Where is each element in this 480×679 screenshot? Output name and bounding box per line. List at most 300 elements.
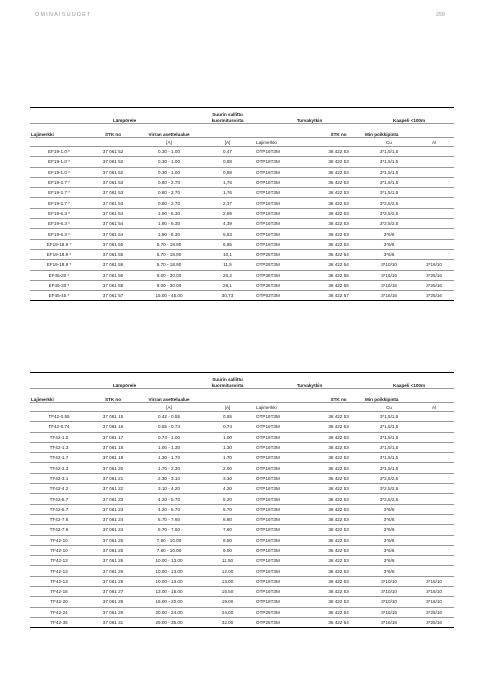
cell-stk-no-2: 36 422 53 — [313, 504, 364, 514]
cell-stk-no: 37 061 29 — [88, 607, 138, 617]
cell-turvakytkin: OTP16T3M — [255, 514, 313, 524]
cell-turvakytkin: OTP16T3M — [255, 157, 313, 167]
table-row — [30, 556, 454, 566]
cell-lajimerkki: EF19-1.0 * — [30, 157, 88, 167]
cell-al: 3*16/10 — [414, 597, 454, 607]
col-header-virran: Virran asettelualue — [138, 389, 200, 403]
cell-lajimerkki: EF45-45 * — [30, 291, 88, 301]
cell-stk-no: 37 061 21 — [88, 473, 138, 483]
cell-lajimerkki: TF42-35 — [30, 617, 88, 627]
cell-virran: 15.00 - 45.00 — [138, 291, 200, 301]
cell-kuormitusvirta: 4,39 — [200, 219, 255, 229]
cell-kuormitusvirta: 19.00 — [200, 597, 255, 607]
cell-stk-no: 37 061 54 — [88, 219, 138, 229]
cell-al — [414, 147, 454, 157]
cell-kuormitusvirta: 8.50 — [200, 535, 255, 545]
cell-kuormitusvirta: 24.00 — [200, 607, 255, 617]
col-header-cu: Cu — [364, 138, 414, 147]
cell-cu: 3*2,5/2,5 — [364, 208, 414, 218]
cell-virran: 0.74 - 1.00 — [138, 432, 200, 442]
cell-virran: 20.00 - 24.00 — [138, 607, 200, 617]
table-row — [30, 198, 454, 208]
cell-stk-no-2: 36 422 53 — [313, 219, 364, 229]
cell-cu: 3*1,5/1,5 — [364, 157, 414, 167]
group-header-kaapeli: Kaapeli <100m — [364, 108, 454, 124]
cell-virran: 1.30 - 1.70 — [138, 453, 200, 463]
cell-cu: 3*6/6 — [364, 535, 414, 545]
table-row — [30, 177, 454, 187]
header-row-units — [30, 403, 454, 412]
cell-stk-no-2: 36 422 54 — [313, 607, 364, 617]
cell-stk-no: 37 061 23 — [88, 494, 138, 504]
cell-stk-no-2: 36 422 53 — [313, 157, 364, 167]
cell-virran: 9.00 - 30.00 — [138, 270, 200, 280]
spec-table-tf — [30, 372, 454, 628]
col-header-stk-no: STK no — [88, 389, 138, 403]
cell-kuormitusvirta: 13.00 — [200, 576, 255, 586]
cell-turvakytkin: OTP16T3M — [255, 525, 313, 535]
cell-lajimerkki: EF19-2.7 * — [30, 177, 88, 187]
cell-lajimerkki: EF19-18.9 * — [30, 260, 88, 270]
cell-stk-no-2: 36 422 54 — [313, 249, 364, 259]
cell-stk-no: 37 061 15 — [88, 412, 138, 422]
cell-lajimerkki: TF42-2.3 — [30, 463, 88, 473]
cell-stk-no: 37 061 16 — [88, 422, 138, 432]
cell-al — [414, 504, 454, 514]
cell-kuormitusvirta: 28,1 — [200, 280, 255, 290]
cell-cu: 3*6/6 — [364, 545, 414, 555]
cell-stk-no: 37 061 55 — [88, 249, 138, 259]
table-row — [30, 453, 454, 463]
cell-lajimerkki: TF42-5.7 — [30, 494, 88, 504]
cell-al — [414, 453, 454, 463]
cell-turvakytkin: OTP16T3M — [255, 556, 313, 566]
cell-cu: 3*2,5/2,5 — [364, 494, 414, 504]
col-header-lajimerkki-2: Lajimerkki — [255, 138, 313, 147]
cell-turvakytkin: OTP16T3M — [255, 167, 313, 177]
table-row — [30, 167, 454, 177]
table-row — [30, 473, 454, 483]
cell-kuormitusvirta: 5,53 — [200, 229, 255, 239]
col-header-stk-no: STK no — [88, 124, 138, 138]
cell-kuormitusvirta: 11,5 — [200, 260, 255, 270]
cell-al — [414, 239, 454, 249]
cell-al — [414, 463, 454, 473]
cell-lajimerkki: TF42-16 — [30, 587, 88, 597]
cell-stk-no: 37 061 53 — [88, 198, 138, 208]
cell-kuormitusvirta: 1,76 — [200, 188, 255, 198]
col-header-virran: Virran asettelualue — [138, 124, 200, 138]
cell-virran: 1.90 - 6.30 — [138, 219, 200, 229]
cell-virran: 0.55 - 0.74 — [138, 422, 200, 432]
cell-cu: 3*1,5/1,5 — [364, 167, 414, 177]
table-row — [30, 188, 454, 198]
table-row — [30, 576, 454, 586]
group-header-lampörele: Lämpörele — [30, 373, 200, 389]
table-row — [30, 270, 454, 280]
cell-stk-no-2: 36 422 53 — [313, 484, 364, 494]
cell-stk-no: 37 061 22 — [88, 484, 138, 494]
cell-lajimerkki: EF19-2.7 * — [30, 198, 88, 208]
col-header-lajimerkki: Lajimerkki — [30, 124, 88, 138]
cell-al: 3*25/16 — [414, 280, 454, 290]
cell-lajimerkki: EF45-30 * — [30, 270, 88, 280]
cell-kuormitusvirta: 0,88 — [200, 167, 255, 177]
cell-lajimerkki: EF19-1.0 * — [30, 167, 88, 177]
cell-kuormitusvirta: 0.55 — [200, 412, 255, 422]
cell-cu: 3*1,5/1,5 — [364, 432, 414, 442]
table-row — [30, 147, 454, 157]
cell-lajimerkki: TF42-0.55 — [30, 412, 88, 422]
table-row — [30, 219, 454, 229]
cell-cu: 3*1,5/1,5 — [364, 412, 414, 422]
cell-turvakytkin: OTP16T3M — [255, 198, 313, 208]
unit-label: [A] — [138, 138, 200, 147]
cell-turvakytkin: OTP16T3M — [255, 219, 313, 229]
cell-virran: 0.80 - 2.70 — [138, 198, 200, 208]
cell-turvakytkin: OTP16T3M — [255, 432, 313, 442]
cell-lajimerkki: TF42-1.7 — [30, 453, 88, 463]
cell-stk-no: 37 061 31 — [88, 617, 138, 627]
cell-lajimerkki: EF19-6.3 * — [30, 229, 88, 239]
col-header-stk-no-2: STK no — [313, 389, 364, 403]
cell-stk-no-2: 36 422 55 — [313, 270, 364, 280]
cell-turvakytkin: OTP16T3M — [255, 422, 313, 432]
cell-lajimerkki: TF42-20 — [30, 597, 88, 607]
cell-kuormitusvirta: 0.74 — [200, 422, 255, 432]
cell-turvakytkin: OTP16T3M — [255, 566, 313, 576]
cell-virran: 4.20 - 5.70 — [138, 494, 200, 504]
cell-kuormitusvirta: 1.70 — [200, 453, 255, 463]
cell-lajimerkki: EF45-30 * — [30, 280, 88, 290]
cell-stk-no-2: 36 422 53 — [313, 177, 364, 187]
cell-virran: 10.00 - 13.00 — [138, 566, 200, 576]
cell-al — [414, 556, 454, 566]
cell-cu: 3*1,5/1,5 — [364, 442, 414, 452]
cell-kuormitusvirta: 32.00 — [200, 617, 255, 627]
table-row — [30, 545, 454, 555]
cell-stk-no-2: 36 422 53 — [313, 412, 364, 422]
cell-al — [414, 422, 454, 432]
cell-stk-no-2: 36 422 53 — [313, 545, 364, 555]
cell-stk-no: 37 061 54 — [88, 208, 138, 218]
cell-stk-no-2: 36 422 53 — [313, 597, 364, 607]
cell-stk-no: 37 061 56 — [88, 270, 138, 280]
cell-stk-no-2: 36 422 53 — [313, 473, 364, 483]
cell-cu: 3*1,5/1,5 — [364, 177, 414, 187]
cell-turvakytkin: OTP16T3M — [255, 535, 313, 545]
cell-cu: 3*6/6 — [364, 249, 414, 259]
cell-kuormitusvirta: 0,47 — [200, 147, 255, 157]
cell-stk-no-2: 36 422 57 — [313, 291, 364, 301]
cell-cu: 3*6/6 — [364, 566, 414, 576]
page-number: 299 — [435, 12, 445, 18]
cell-stk-no-2: 36 422 53 — [313, 463, 364, 473]
cell-stk-no-2: 36 422 53 — [313, 525, 364, 535]
cell-virran: 7.60 - 10.00 — [138, 545, 200, 555]
group-header-turvakytkin: Turvakytkin — [255, 108, 364, 124]
table-row — [30, 291, 454, 301]
cell-turvakytkin: OTP63T3M — [255, 291, 313, 301]
table-row — [30, 494, 454, 504]
cell-stk-no-2: 36 422 53 — [313, 422, 364, 432]
cell-stk-no: 37 061 24 — [88, 514, 138, 524]
cell-virran: 0.30 - 1.00 — [138, 167, 200, 177]
cell-cu: 3*6/6 — [364, 514, 414, 524]
cell-stk-no: 37 061 25 — [88, 535, 138, 545]
cell-al — [414, 249, 454, 259]
cell-turvakytkin: OTP16T3M — [255, 412, 313, 422]
cell-virran: 7.60 - 10.00 — [138, 535, 200, 545]
table-row — [30, 260, 454, 270]
cell-stk-no: 37 061 17 — [88, 432, 138, 442]
cell-virran: 5.70 - 18.90 — [138, 249, 200, 259]
cell-al — [414, 566, 454, 576]
cell-lajimerkki: EF19-6.3 * — [30, 219, 88, 229]
cell-stk-no: 37 061 55 — [88, 260, 138, 270]
cell-al: 3*25/16 — [414, 291, 454, 301]
cell-turvakytkin: OTP16T3M — [255, 545, 313, 555]
cell-al — [414, 494, 454, 504]
cell-turvakytkin: OTP16T3M — [255, 188, 313, 198]
cell-lajimerkki: TF42-0.74 — [30, 422, 88, 432]
cell-turvakytkin: OTP16T3M — [255, 442, 313, 452]
cell-kuormitusvirta: 1.30 — [200, 442, 255, 452]
cell-stk-no-2: 36 422 53 — [313, 514, 364, 524]
col-header-al: Al — [414, 403, 454, 412]
cell-virran: 0.30 - 1.00 — [138, 157, 200, 167]
header-row-columns — [30, 124, 454, 138]
cell-cu: 3*2,5/2,5 — [364, 473, 414, 483]
cell-turvakytkin: OTP16T3M — [255, 504, 313, 514]
cell-kuormitusvirta: 1.00 — [200, 432, 255, 442]
cell-turvakytkin: OTP16T3M — [255, 147, 313, 157]
cell-al: 3*25/16 — [414, 270, 454, 280]
header-row-groups — [30, 108, 454, 124]
cell-kuormitusvirta: 10,1 — [200, 249, 255, 259]
cell-al: 3*16/10 — [414, 576, 454, 586]
cell-stk-no: 37 061 52 — [88, 147, 138, 157]
group-header-suurin: Suurin sallittu kuormitusvirta — [200, 108, 255, 124]
cell-kuormitusvirta: 1,76 — [200, 177, 255, 187]
cell-al — [414, 545, 454, 555]
cell-stk-no: 37 061 26 — [88, 566, 138, 576]
cell-kuormitusvirta: 15.50 — [200, 587, 255, 597]
cell-cu: 3*2,5/2,5 — [364, 484, 414, 494]
cell-kuormitusvirta: 2,37 — [200, 198, 255, 208]
group-header-turvakytkin: Turvakytkin — [255, 373, 364, 389]
cell-stk-no: 37 061 27 — [88, 587, 138, 597]
cell-al: 3*16/10 — [414, 587, 454, 597]
cell-lajimerkki: EF19-1.0 * — [30, 147, 88, 157]
cell-turvakytkin: OTP16T3M — [255, 208, 313, 218]
cell-stk-no: 37 061 57 — [88, 291, 138, 301]
col-header-min-poikkipinta: Min poikkipinta — [364, 389, 454, 403]
cell-stk-no: 37 061 23 — [88, 504, 138, 514]
cell-kuormitusvirta: 5.20 — [200, 494, 255, 504]
table-row — [30, 442, 454, 452]
cell-turvakytkin: OTP25T3M — [255, 249, 313, 259]
cell-virran: 0.80 - 2.70 — [138, 177, 200, 187]
cell-stk-no-2: 36 422 54 — [313, 260, 364, 270]
cell-stk-no-2: 36 422 55 — [313, 280, 364, 290]
cell-turvakytkin: OTP16T3M — [255, 494, 313, 504]
cell-virran: 1.00 - 1.30 — [138, 442, 200, 452]
cell-stk-no: 37 061 26 — [88, 556, 138, 566]
cell-kuormitusvirta: 4.20 — [200, 484, 255, 494]
cell-turvakytkin: OTP16T3M — [255, 597, 313, 607]
cell-lajimerkki: TF42-1.3 — [30, 442, 88, 452]
spec-table-ef — [30, 107, 454, 301]
cell-kuormitusvirta: 20,2 — [200, 270, 255, 280]
cell-virran: 0.80 - 2.70 — [138, 188, 200, 198]
cell-al — [414, 535, 454, 545]
cell-virran: 5.70 - 7.60 — [138, 514, 200, 524]
cell-cu: 3*1,5/1,5 — [364, 422, 414, 432]
cell-lajimerkki: EF19-18.9 * — [30, 249, 88, 259]
table-row — [30, 617, 454, 627]
cell-kuormitusvirta: 11.50 — [200, 556, 255, 566]
cell-al — [414, 442, 454, 452]
table-row — [30, 157, 454, 167]
table-row — [30, 525, 454, 535]
cell-al — [414, 157, 454, 167]
cell-virran: 10.00 - 13.00 — [138, 576, 200, 586]
cell-turvakytkin: OTP25T3M — [255, 617, 313, 627]
cell-stk-no-2: 36 422 53 — [313, 432, 364, 442]
col-header-lajimerkki-2: Lajimerkki — [255, 403, 313, 412]
group-header-suurin: Suurin sallittu kuormitusvirta — [200, 373, 255, 389]
cell-al: 3*25/16 — [414, 607, 454, 617]
cell-stk-no: 37 061 55 — [88, 239, 138, 249]
cell-kuormitusvirta: 12.00 — [200, 566, 255, 576]
cell-al — [414, 432, 454, 442]
cell-cu: 3*1,5/1,5 — [364, 463, 414, 473]
cell-stk-no: 37 061 28 — [88, 597, 138, 607]
cell-turvakytkin: OTP16T3M — [255, 177, 313, 187]
table-row — [30, 422, 454, 432]
cell-lajimerkki: EF19-18.9 * — [30, 239, 88, 249]
cell-cu: 3*1,5/1,5 — [364, 188, 414, 198]
cell-cu: 3*1,5/1,5 — [364, 147, 414, 157]
cell-kuormitusvirta: 3.10 — [200, 473, 255, 483]
cell-virran: 16.00 - 20.00 — [138, 597, 200, 607]
table-row — [30, 587, 454, 597]
cell-kuormitusvirta: 9.00 — [200, 545, 255, 555]
cell-virran: 4.20 - 5.70 — [138, 504, 200, 514]
cell-stk-no: 37 061 53 — [88, 177, 138, 187]
cell-stk-no-2: 36 422 53 — [313, 239, 364, 249]
cell-turvakytkin: OTP16T3M — [255, 587, 313, 597]
cell-lajimerkki: TF42-4.2 — [30, 484, 88, 494]
cell-stk-no: 37 061 52 — [88, 167, 138, 177]
cell-al: 3*16/10 — [414, 260, 454, 270]
header-row-units — [30, 138, 454, 147]
cell-stk-no: 37 061 56 — [88, 280, 138, 290]
cell-turvakytkin: OTP16T3M — [255, 229, 313, 239]
cell-cu: 3*6/6 — [364, 556, 414, 566]
col-header-stk-no-2: STK no — [313, 124, 364, 138]
cell-lajimerkki: TF42-10 — [30, 535, 88, 545]
cell-stk-no: 37 061 24 — [88, 525, 138, 535]
cell-stk-no-2: 36 422 53 — [313, 453, 364, 463]
cell-al — [414, 514, 454, 524]
cell-stk-no: 37 061 52 — [88, 157, 138, 167]
section-title: OMINAISUUDET — [35, 12, 92, 18]
cell-al — [414, 167, 454, 177]
cell-al — [414, 484, 454, 494]
table-row — [30, 280, 454, 290]
cell-virran: 10.00 - 13.00 — [138, 556, 200, 566]
cell-virran: 0.30 - 1.00 — [138, 147, 200, 157]
cell-stk-no-2: 36 422 53 — [313, 229, 364, 239]
cell-lajimerkki: TF42-24 — [30, 607, 88, 617]
cell-stk-no-2: 36 422 53 — [313, 167, 364, 177]
cell-stk-no: 37 061 53 — [88, 188, 138, 198]
header-row-groups — [30, 373, 454, 389]
cell-virran: 5.70 - 18.90 — [138, 260, 200, 270]
group-header-kaapeli: Kaapeli <100m — [364, 373, 454, 389]
cell-turvakytkin: OTP16T3M — [255, 576, 313, 586]
cell-stk-no-2: 36 422 53 — [313, 442, 364, 452]
col-header-al: Al — [414, 138, 454, 147]
cell-lajimerkki: TF42-7.6 — [30, 514, 88, 524]
cell-turvakytkin: OTP36T3M — [255, 280, 313, 290]
cell-al — [414, 219, 454, 229]
cell-cu: 3*10/10 — [364, 260, 414, 270]
table-row — [30, 463, 454, 473]
cell-al — [414, 198, 454, 208]
cell-turvakytkin: OTP16T3M — [255, 239, 313, 249]
cell-turvakytkin: OTP16T3M — [255, 484, 313, 494]
cell-stk-no-2: 36 422 54 — [313, 617, 364, 627]
cell-lajimerkki: TF42-3.1 — [30, 473, 88, 483]
cell-al — [414, 473, 454, 483]
unit-label: [A] — [200, 138, 255, 147]
cell-kuormitusvirta: 5.70 — [200, 504, 255, 514]
table-row — [30, 597, 454, 607]
cell-cu: 3*16/16 — [364, 270, 414, 280]
cell-kuormitusvirta: 7.60 — [200, 525, 255, 535]
cell-stk-no: 37 061 19 — [88, 453, 138, 463]
cell-turvakytkin: OTP16T3M — [255, 453, 313, 463]
cell-cu: 3*1,5/1,5 — [364, 453, 414, 463]
table-row — [30, 566, 454, 576]
cell-virran: 2.30 - 3.10 — [138, 473, 200, 483]
cell-virran: 0.42 - 0.55 — [138, 412, 200, 422]
cell-cu: 3*16/16 — [364, 607, 414, 617]
table-row — [30, 432, 454, 442]
unit-label: [A] — [138, 403, 200, 412]
cell-cu: 3*6/6 — [364, 504, 414, 514]
cell-stk-no-2: 36 422 53 — [313, 494, 364, 504]
cell-lajimerkki: EF19-2.7 * — [30, 188, 88, 198]
cell-turvakytkin: OTP25T3M — [255, 260, 313, 270]
cell-stk-no-2: 36 422 53 — [313, 198, 364, 208]
cell-stk-no: 37 061 18 — [88, 442, 138, 452]
cell-stk-no-2: 36 422 53 — [313, 587, 364, 597]
cell-kuormitusvirta: 0,88 — [200, 157, 255, 167]
cell-virran: 9.00 - 30.00 — [138, 280, 200, 290]
cell-al — [414, 177, 454, 187]
table-row — [30, 239, 454, 249]
table-row — [30, 229, 454, 239]
cell-cu: 3*2,5/2,5 — [364, 219, 414, 229]
cell-turvakytkin: OTP36T3M — [255, 270, 313, 280]
cell-al — [414, 208, 454, 218]
cell-virran: 5.70 - 7.60 — [138, 525, 200, 535]
cell-stk-no-2: 36 422 53 — [313, 188, 364, 198]
